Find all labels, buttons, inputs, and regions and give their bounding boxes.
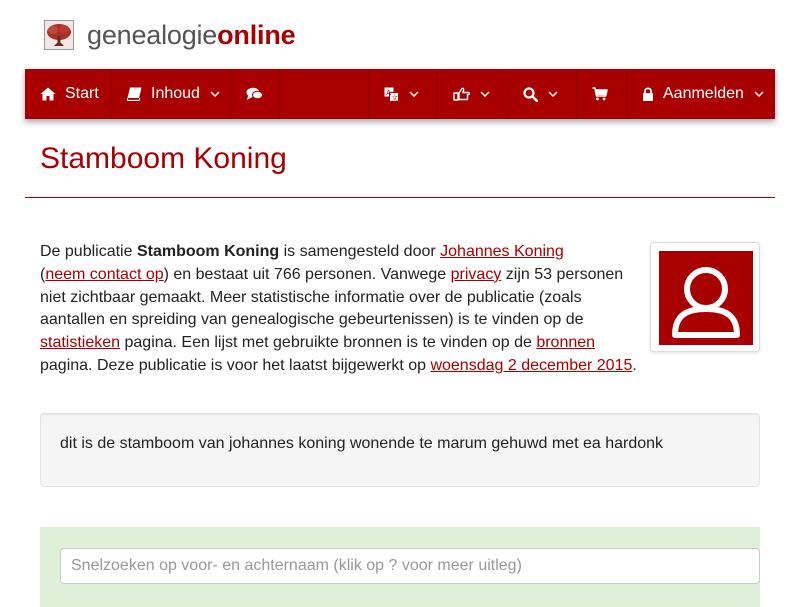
user-icon [659,251,753,345]
nav-language[interactable] [384,69,429,119]
publication-name: Stamboom Koning [136,243,280,260]
publication-intro [40,241,640,378]
author-avatar-frame[interactable] [650,242,760,352]
share-icon [453,87,470,101]
nav-login[interactable] [642,69,767,119]
intro-text: ) en bestaat uit 766 personen. Vanwege [163,265,451,283]
nav-divider [230,69,231,119]
chevron-down-icon [409,91,419,97]
nav-login-label: Aanmelden [663,85,744,102]
nav-start[interactable] [40,69,110,119]
nav-start-label: Start [65,85,99,102]
intro-text: De publicatie [40,243,137,260]
privacy-link[interactable]: privacy [450,265,502,283]
nav-divider [626,69,627,119]
contact-link[interactable]: neem contact op [45,265,164,283]
author-link[interactable]: Johannes Koning [440,243,564,260]
nav-inhoud[interactable] [127,69,227,119]
nav-chat[interactable] [246,69,276,119]
nav-divider [576,69,577,119]
book-icon [127,87,142,101]
search-icon [523,87,538,102]
intro-text: pagina. Deze publicatie is voor het laatst bijgewerkt op [40,356,431,374]
comments-icon [246,87,263,101]
nav-divider [279,69,280,119]
svg-text:A: A [386,89,391,97]
language-icon [384,87,399,102]
chevron-down-icon [754,91,764,97]
site-name [87,20,295,50]
statistics-link[interactable]: statistieken [40,334,121,352]
nav-cart[interactable] [592,69,622,119]
sources-link[interactable]: bronnen [536,334,596,352]
page-title: Stamboom Koning [40,142,287,175]
intro-text: . [632,356,637,374]
nav-inhoud-label: Inhoud [151,85,200,102]
main-navbar [25,69,775,119]
nav-search[interactable] [523,69,568,119]
last-updated-link[interactable]: woensdag 2 december 2015 [430,356,633,374]
avatar [659,251,753,345]
intro-text: zijn 53 personen niet zichtbaar gemaakt. Meer statistische informatie over de publicatie (zoals aantallen en spreiding van genealogische gebeurtenissen) is te vinden op de [40,265,624,329]
quick-search-input[interactable] [60,548,760,584]
site-name-regular: genealogie [87,20,218,50]
tree-logo-icon [44,20,74,50]
intro-text: is samengesteld door [279,243,441,260]
nav-divider [111,69,112,119]
intro-text: pagina. Een lijst met gebruikte bronnen is te vinden op de [120,334,537,352]
cart-icon [592,87,608,101]
chevron-down-icon [548,91,558,97]
svg-text:文: 文 [391,94,398,102]
lock-icon [642,87,654,101]
quick-search-panel [40,527,760,607]
chevron-down-icon [480,91,490,97]
description-text: dit is de stamboom van johannes koning wonende te marum gehuwd met ea hardonk [60,435,664,452]
nav-share[interactable] [453,69,498,119]
title-divider [25,197,775,198]
intro-text: ( [40,265,46,283]
nav-divider [437,69,438,119]
chevron-down-icon [210,91,220,97]
home-icon [40,87,56,101]
nav-divider [507,69,508,119]
site-name-bold: online [217,20,296,50]
nav-divider [368,69,369,119]
publication-description [40,413,760,487]
site-logo[interactable] [44,20,295,50]
